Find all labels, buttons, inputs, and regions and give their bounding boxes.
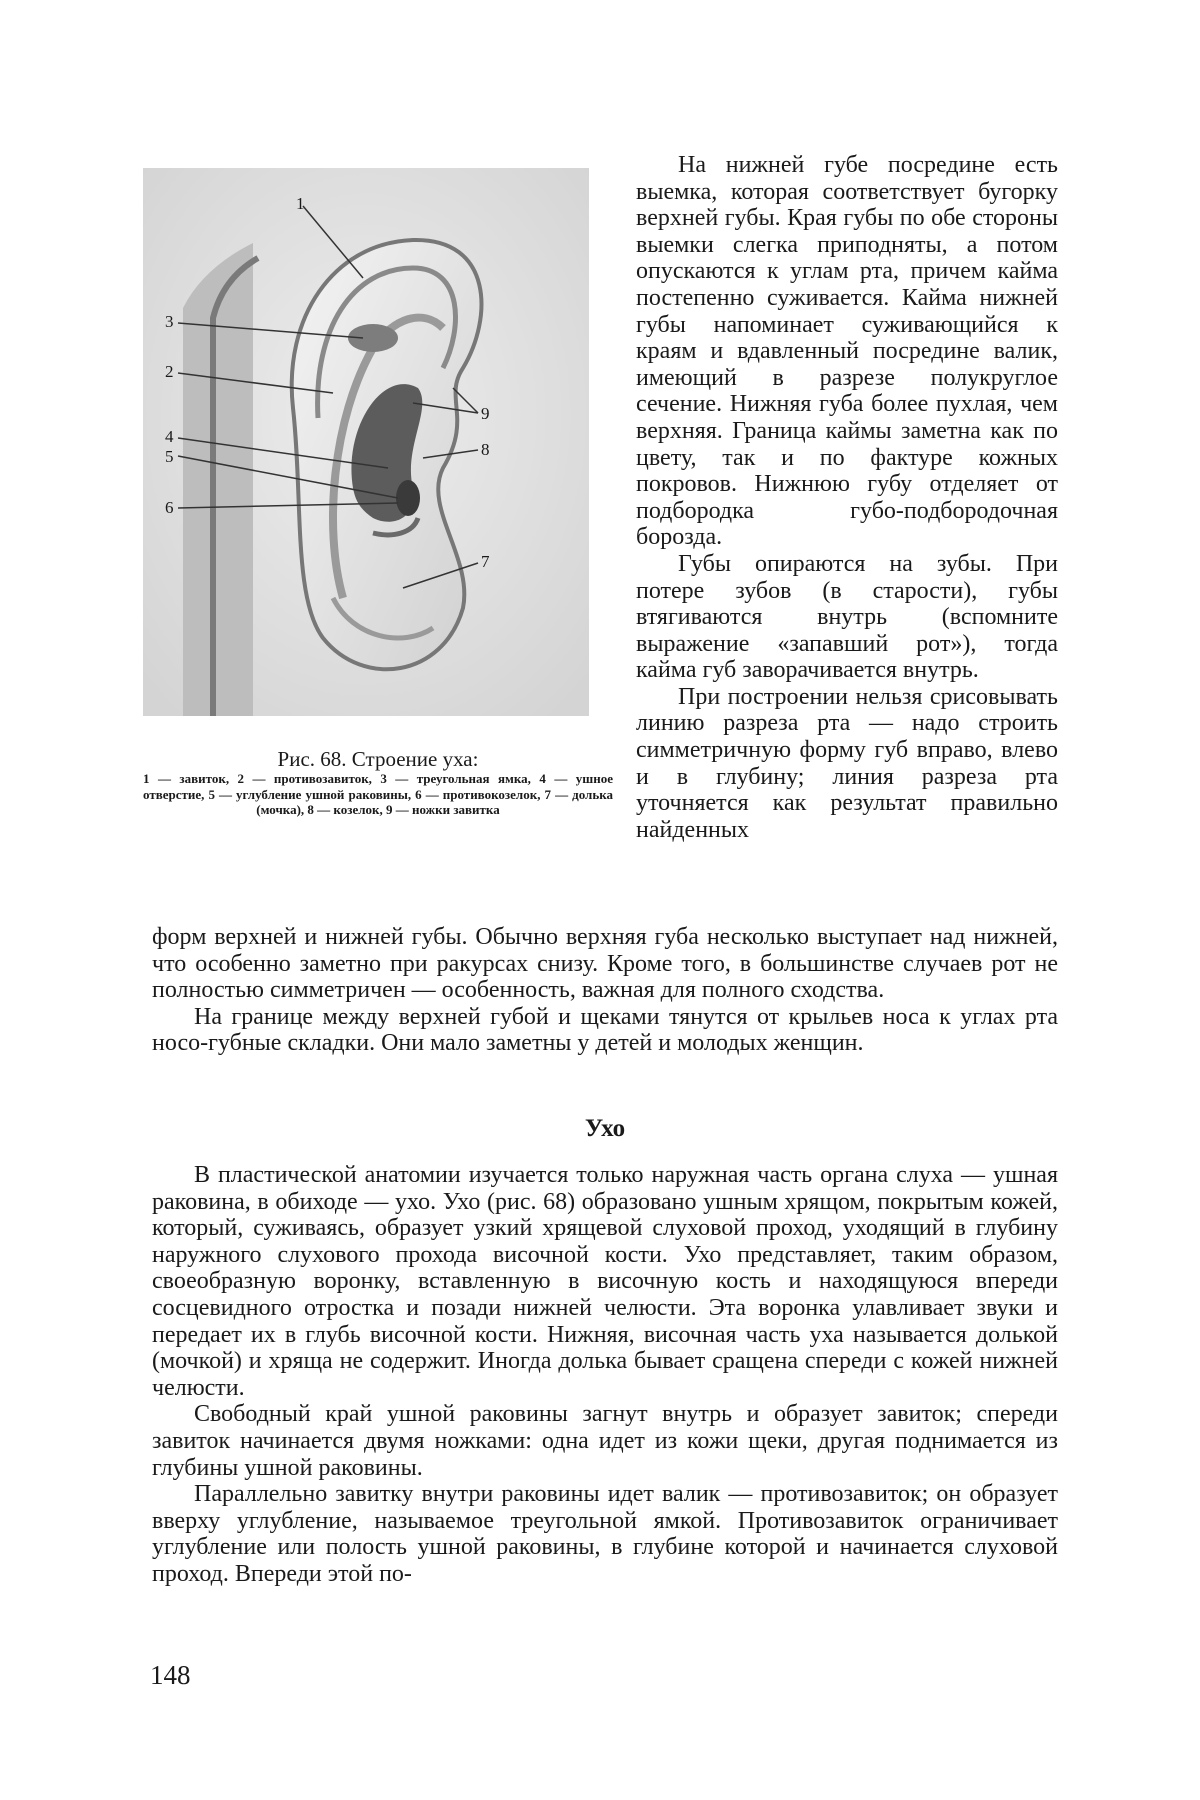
figure-label-9: 9: [481, 404, 490, 423]
caption-legend: 1 — завиток, 2 — противозавиток, 3 — треугольная ямка, 4 — ушное отверстие, 5 — углубление ушной раковины, 6 — противокозелок, 7 — долька (мочка), 8 — козелок, 9 — ножки завитка: [143, 771, 613, 818]
paragraph: При построении нельзя срисовывать линию разреза рта — надо строить симметричную форму губ вправо, влево и в глубину; линия разреза рта уточняется как результат правильно найденных: [636, 683, 1058, 843]
caption-title: Рис. 68. Строение уха:: [277, 747, 479, 771]
figure-label-2: 2: [165, 362, 174, 381]
paragraph: Губы опираются на зубы. При потере зубов (в старости), губы втягиваются внутрь (вспомните выражение «запавший рот»), тогда кайма губ заворачивается внутрь.: [636, 550, 1058, 684]
figure-label-8: 8: [481, 440, 490, 459]
figure-label-3: 3: [165, 312, 174, 331]
figure-label-5: 5: [165, 447, 174, 466]
figure-label-7: 7: [481, 552, 490, 571]
figure-label-4: 4: [165, 427, 174, 446]
full-width-text-bottom: [152, 1162, 1058, 1588]
section-heading: Ухо: [584, 1115, 626, 1142]
paragraph: В пластической анатомии изучается только наружная часть органа слуха — ушная раковина, в обиходе — ухо. Ухо (рис. 68) образовано ушным хрящом, покрытым кожей, который, суживаясь, образует узкий хрящевой слуховой проход, уходящий в глубину наружного слухового прохода височной кости. Ухо представляет, таким образом, своеобразную воронку, вставленную в височную кость и находящуюся впереди сосцевидного отростка и позади нижней челюсти. Эта воронка улавливает звуки и передает их в глубь височной кости. Нижняя, височная часть уха называется долькой (мочкой) и хряща не содержит. Иногда долька бывает сращена спереди с кожей нижней челюсти.: [152, 1162, 1058, 1401]
figure-label-1: 1: [296, 194, 305, 213]
page-number: 148: [150, 1660, 191, 1690]
paragraph: На границе между верхней губой и щеками тянутся от крыльев носа к углах рта носо-губные складки. Они мало заметны у детей и молодых женщин.: [152, 1003, 1058, 1057]
right-column: [636, 152, 1058, 843]
paragraph: Свободный край ушной раковины загнут внутрь и образует завиток; спереди завиток начинается двумя ножками: одна идет из кожи щеки, другая поднимается из глубины ушной раковины.: [152, 1401, 1058, 1481]
ear-canal: [396, 480, 420, 516]
ear-figure: [143, 168, 589, 716]
paragraph: форм верхней и нижней губы. Обычно верхняя губа несколько выступает над нижней, что особенно заметно при ракурсах снизу. Кроме того, в большинстве случаев рот не полностью симметричен — особенность, важная для полного сходства.: [152, 924, 1058, 1004]
head-edge-shadow: [183, 243, 253, 716]
paragraph: Параллельно завитку внутри раковины идет валик — противозавиток; он образует вверху углубление, называемое треугольной ямкой. Противозавиток ограничивает углубление или полость ушной раковины, в глубине которой и начинается слуховой проход. Впереди этой по-: [152, 1481, 1058, 1587]
figure-caption: [143, 748, 613, 818]
paragraph: На нижней губе посредине есть выемка, которая соответствует бугорку верхней губы. Края губы по обе стороны выемки слегка приподняты, а потом опускаются к углам рта, причем кайма постепенно суживается. Кайма нижней губы напоминает суживающийся к краям и вдавленный посредине валик, имеющий в разрезе полукруглое сечение. Нижняя губа более пухлая, чем верхняя. Граница каймы заметна как по цвету, так и по фактуре кожных покровов. Нижнюю губу отделяет от подбородка губо-подбородочная борозда.: [636, 152, 1058, 551]
ear-illustration: [143, 168, 589, 716]
full-width-text-top: [152, 924, 1058, 1057]
figure-label-6: 6: [165, 498, 174, 517]
